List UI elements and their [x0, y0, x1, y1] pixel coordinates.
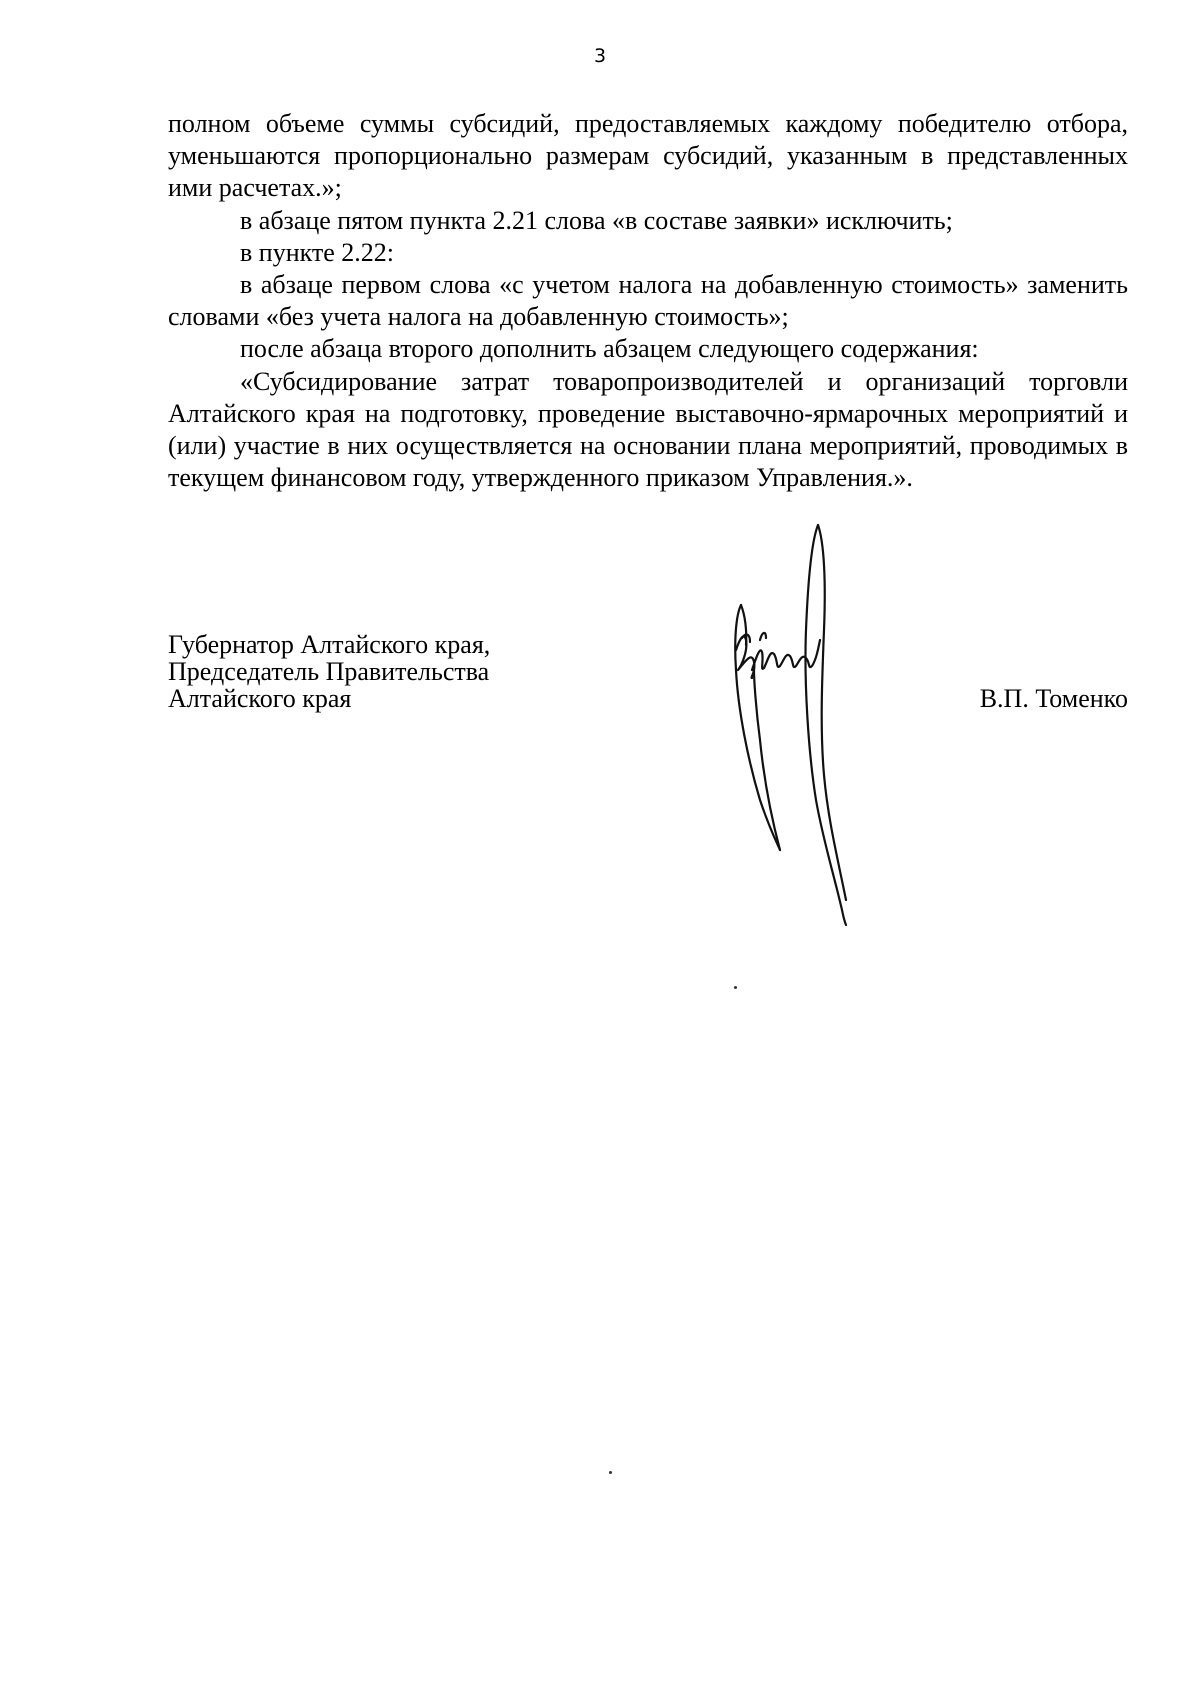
paragraph: в пункте 2.22: [240, 237, 395, 267]
document-body [168, 108, 1128, 494]
paragraph: «Субсидирование затрат товаропроизводителей и организаций торговли Алтайского края на подготовку, проведение выставочно-ярмарочных мероприятий и (или) участие в них осуществляется на основании плана мероприятий, проводимых в текущем финансовом году, утвержденного приказом Управления.». [168, 366, 1128, 493]
paragraph: после абзаца второго дополнить абзацем следующего содержания: [240, 334, 979, 364]
signatory-title-line: Алтайского края [168, 684, 352, 713]
page-number: 3 [593, 45, 607, 67]
signatory-title-line: Председатель Правительства [168, 657, 490, 686]
signatory-title-line: Губернатор Алтайского края, [168, 630, 491, 659]
signatory-title [168, 631, 490, 712]
scan-speck [734, 986, 737, 989]
paragraph: полном объеме суммы субсидий, предоставляемых каждому победителю отбора, уменьшаются пропорционально размерам субсидий, указанным в представленных ими расчетах.»; [168, 109, 1128, 203]
handwritten-signature [720, 520, 900, 930]
signer-name: В.П. Томенко [979, 684, 1128, 713]
paragraph: в абзаце первом слова «с учетом налога на добавленную стоимость» заменить словами «без учета налога на добавленную стоимость»; [168, 270, 1128, 332]
paragraph: в абзаце пятом пункта 2.21 слова «в составе заявки» исключить; [240, 205, 953, 235]
scan-speck [609, 1471, 612, 1474]
